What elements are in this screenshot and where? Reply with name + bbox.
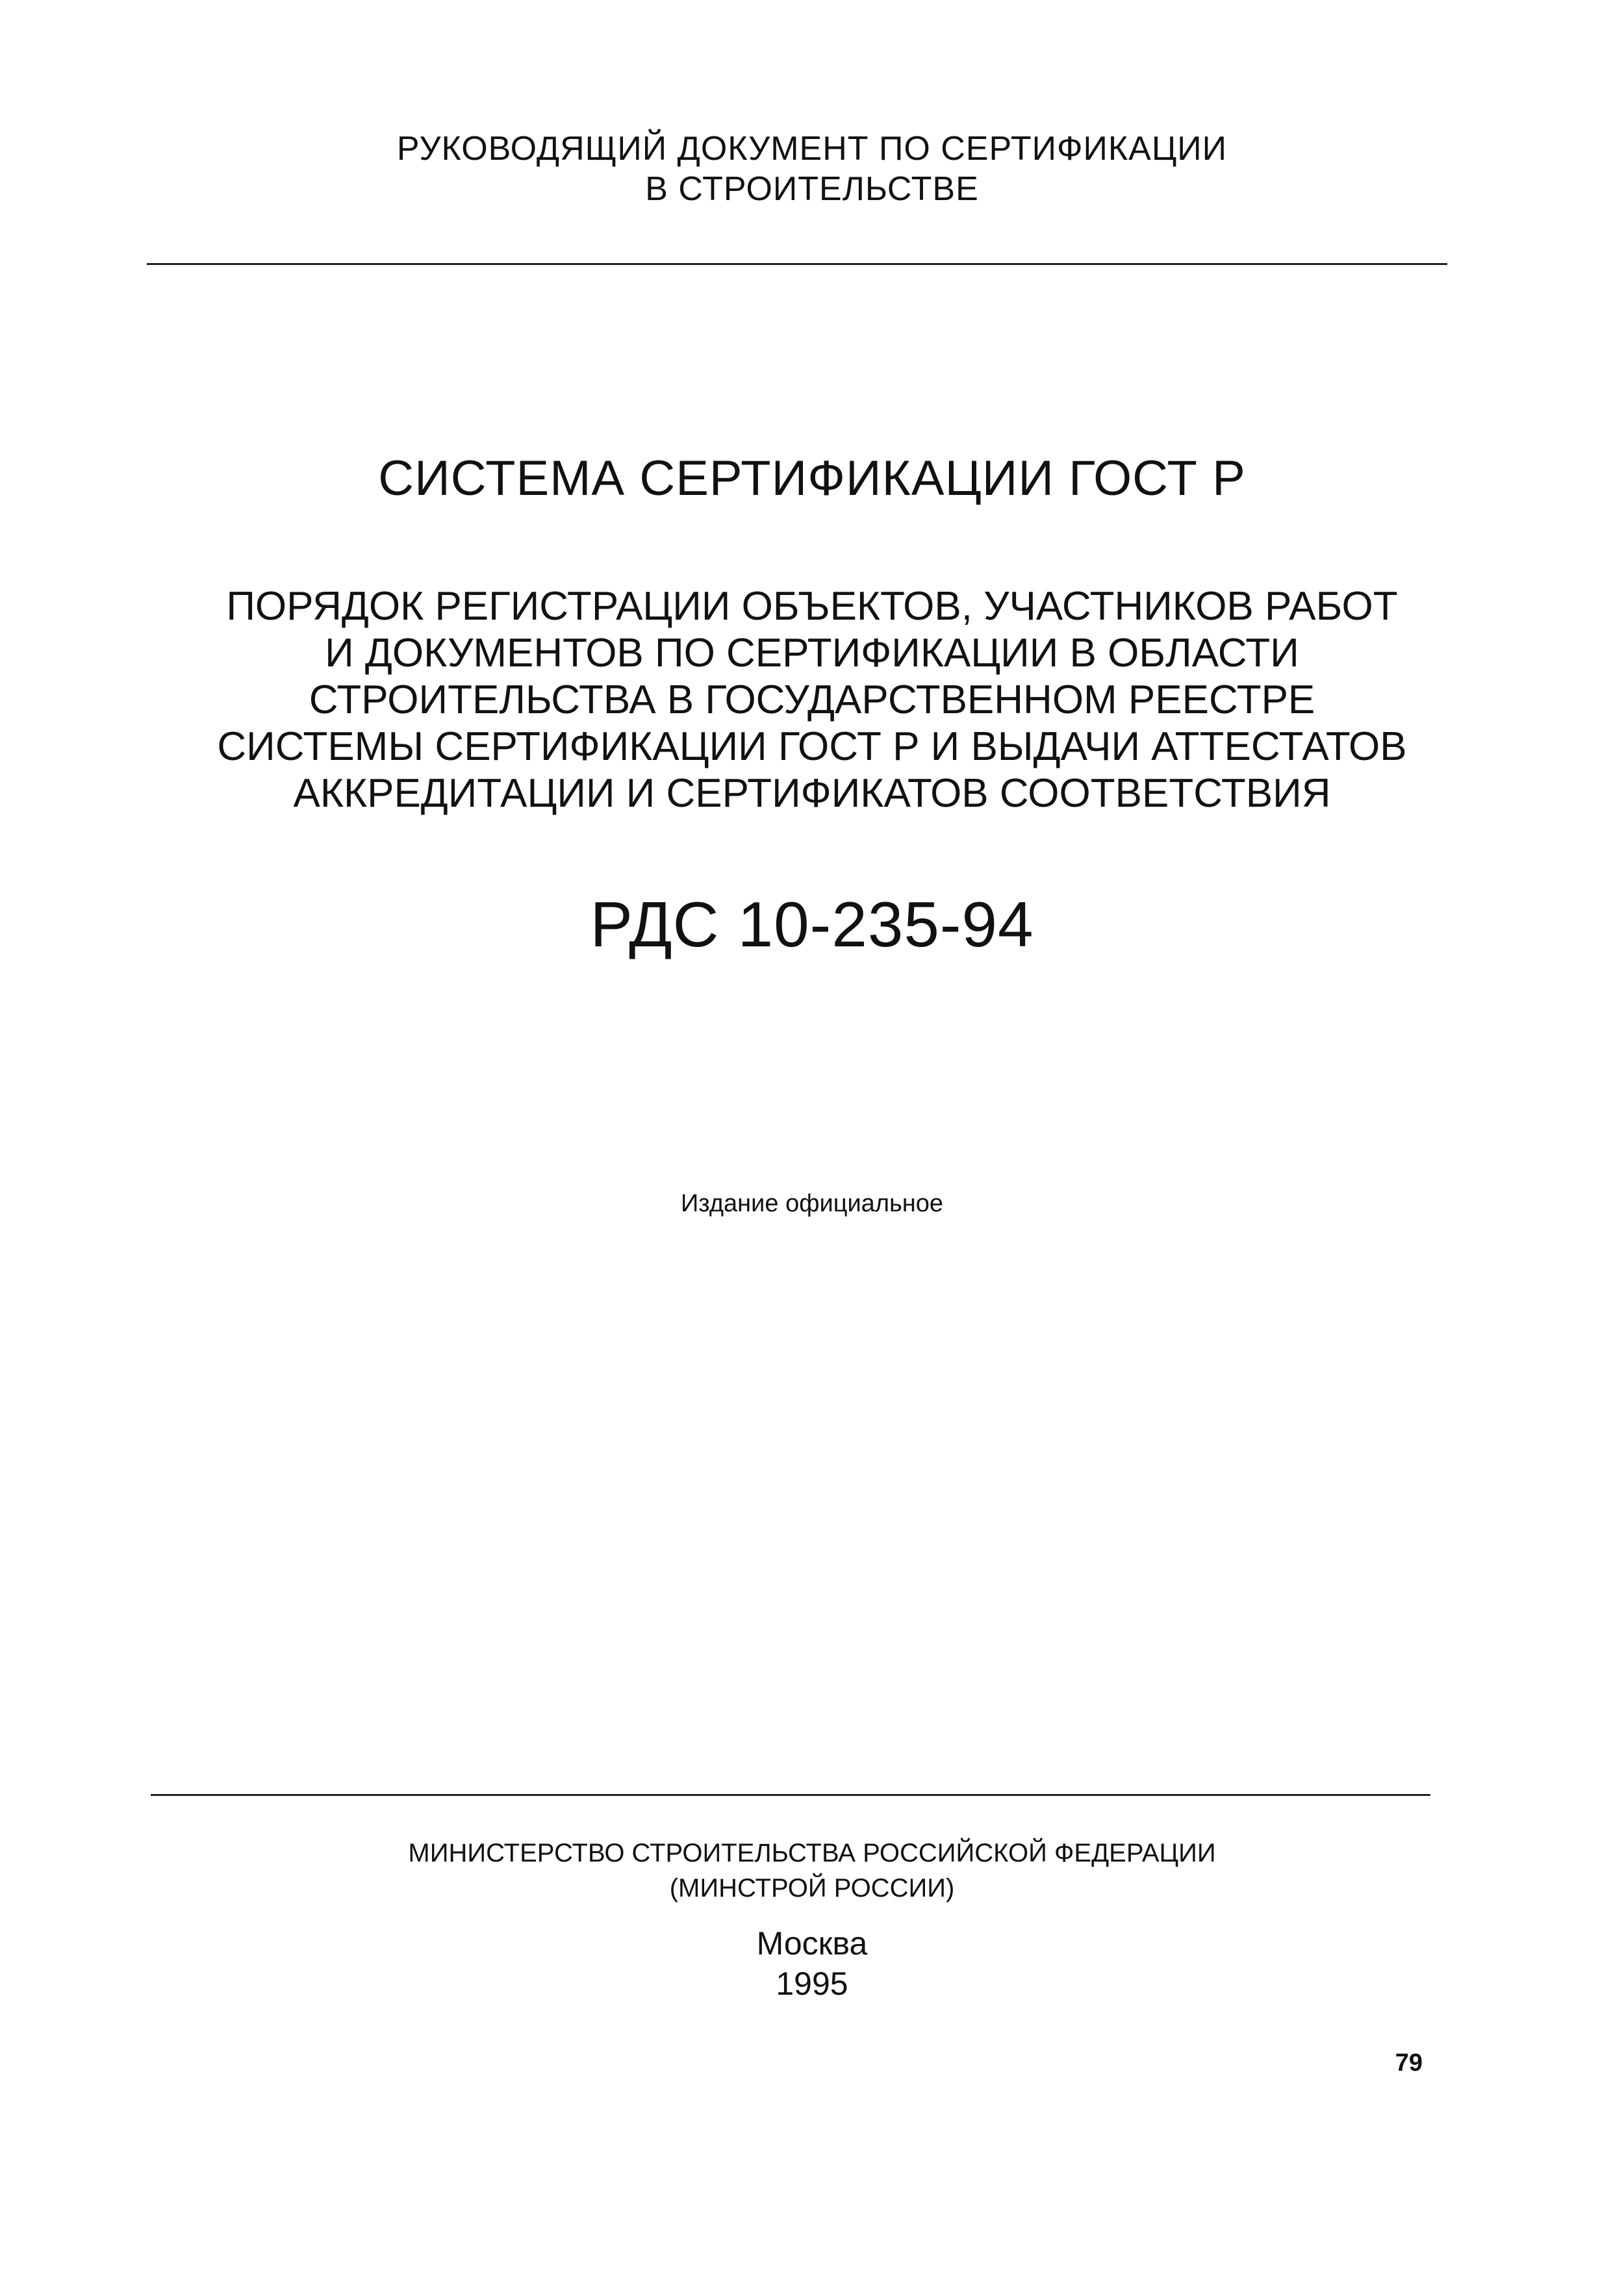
series-heading-line-2: В СТРОИТЕЛЬСТВЕ — [645, 170, 979, 208]
document-code: РДС 10-235-94 — [590, 889, 1034, 960]
system-title: СИСТЕМА СЕРТИФИКАЦИИ ГОСТ Р — [378, 451, 1246, 506]
publisher-line-2: (МИНСТРОЙ РОССИИ) — [669, 1874, 955, 1902]
document-title-line-4: СИСТЕМЫ СЕРТИФИКАЦИИ ГОСТ Р И ВЫДАЧИ АТТЕСТАТОВ — [217, 724, 1407, 769]
publisher — [0, 1836, 1624, 1906]
edition-note: Издание официальное — [680, 1190, 944, 1217]
publisher-line-1: МИНИСТЕРСТВО СТРОИТЕЛЬСТВА РОССИЙСКОЙ ФЕДЕРАЦИИ — [408, 1839, 1216, 1867]
document-title — [0, 583, 1624, 817]
bottom-divider — [151, 1794, 1430, 1796]
document-title-line-1: ПОРЯДОК РЕГИСТРАЦИИ ОБЪЕКТОВ, УЧАСТНИКОВ РАБОТ — [226, 584, 1398, 629]
series-heading — [0, 129, 1624, 209]
document-title-line-5: АККРЕДИТАЦИИ И СЕРТИФИКАТОВ СООТВЕТСТВИЯ — [293, 771, 1331, 816]
series-heading-line-1: РУКОВОДЯЩИЙ ДОКУМЕНТ ПО СЕРТИФИКАЦИИ — [396, 130, 1228, 168]
publication-year: 1995 — [776, 1965, 848, 2002]
top-divider — [147, 263, 1447, 265]
document-title-line-3: СТРОИТЕЛЬСТВА В ГОСУДАРСТВЕННОМ РЕЕСТРЕ — [309, 677, 1315, 722]
document-title-line-2: И ДОКУМЕНТОВ ПО СЕРТИФИКАЦИИ В ОБЛАСТИ — [325, 631, 1299, 676]
publication-city: Москва — [756, 1925, 868, 1962]
page-number: 79 — [1395, 2049, 1423, 2077]
